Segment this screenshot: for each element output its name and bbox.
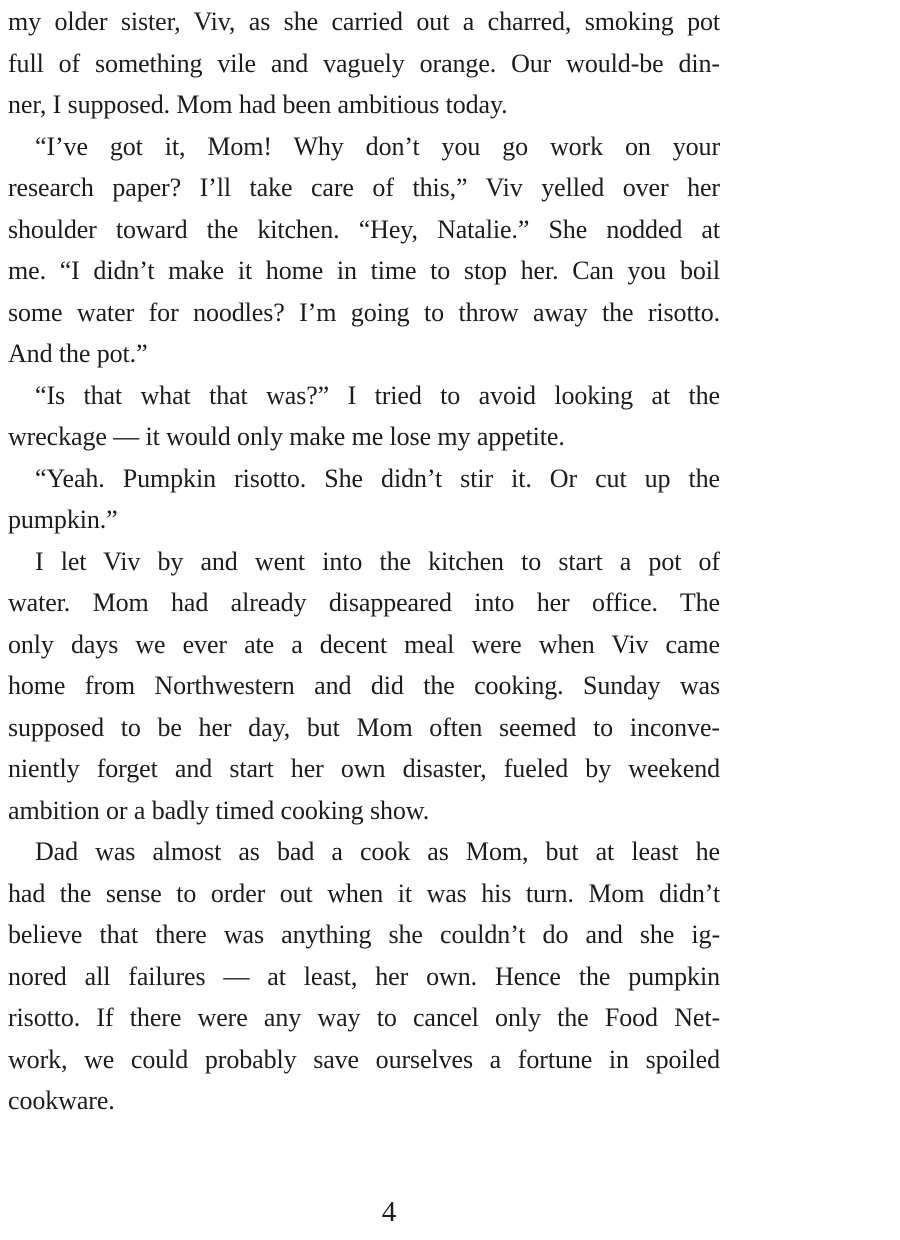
text-line: Dad was almost as bad a cook as Mom, but at least he — [35, 837, 720, 866]
page-number: 4 — [381, 1196, 397, 1228]
text-line: shoulder toward the kitchen. “Hey, Natalie.” She nodded at — [8, 214, 720, 244]
text-line: water. Mom had already disappeared into her office. The — [8, 588, 720, 617]
text-line: believe that there was anything she couldn’t do and she ig- — [8, 920, 720, 949]
text-line: risotto. If there were any way to cancel only the Food Net- — [8, 1003, 720, 1032]
text-line: some water for noodles? I’m going to throw away the risotto. — [8, 297, 720, 327]
text-line: “I’ve got it, Mom! Why don’t you go work on your — [35, 131, 720, 161]
text-line: “Yeah. Pumpkin risotto. She didn’t stir it. Or cut up the — [35, 463, 720, 493]
text-line: supposed to be her day, but Mom often seemed to inconve- — [8, 712, 720, 742]
text-line: And the pot.” — [8, 339, 148, 368]
text-line: niently forget and start her own disaster, fueled by weekend — [8, 754, 720, 783]
text-line: pumpkin.” — [8, 505, 118, 534]
text-line: full of something vile and vaguely orange. Our would-be din- — [8, 48, 720, 78]
text-line: had the sense to order out when it was his turn. Mom didn’t — [8, 878, 720, 908]
text-line: home from Northwestern and did the cooking. Sunday was — [8, 671, 720, 700]
text-line: ambition or a badly timed cooking show. — [8, 795, 430, 825]
page-text-column — [8, 1, 720, 1122]
text-line: work, we could probably save ourselves a fortune in spoiled — [8, 1044, 720, 1074]
text-line: research paper? I’ll take care of this,” Viv yelled over her — [8, 173, 720, 202]
text-line: “Is that what that was?” I tried to avoid looking at the — [35, 380, 720, 410]
text-line: wreckage — it would only make me lose my appetite. — [8, 422, 565, 451]
text-line: cookware. — [8, 1086, 115, 1115]
text-line: nored all failures — at least, her own. Hence the pumpkin — [8, 961, 720, 991]
text-line: ner, I supposed. Mom had been ambitious today. — [8, 90, 508, 119]
text-line: only days we ever ate a decent meal were when Viv came — [8, 629, 720, 659]
text-line: me. “I didn’t make it home in time to stop her. Can you boil — [8, 256, 720, 285]
text-line: I let Viv by and went into the kitchen to start a pot of — [35, 546, 720, 576]
text-line: my older sister, Viv, as she carried out a charred, smoking pot — [8, 7, 720, 36]
